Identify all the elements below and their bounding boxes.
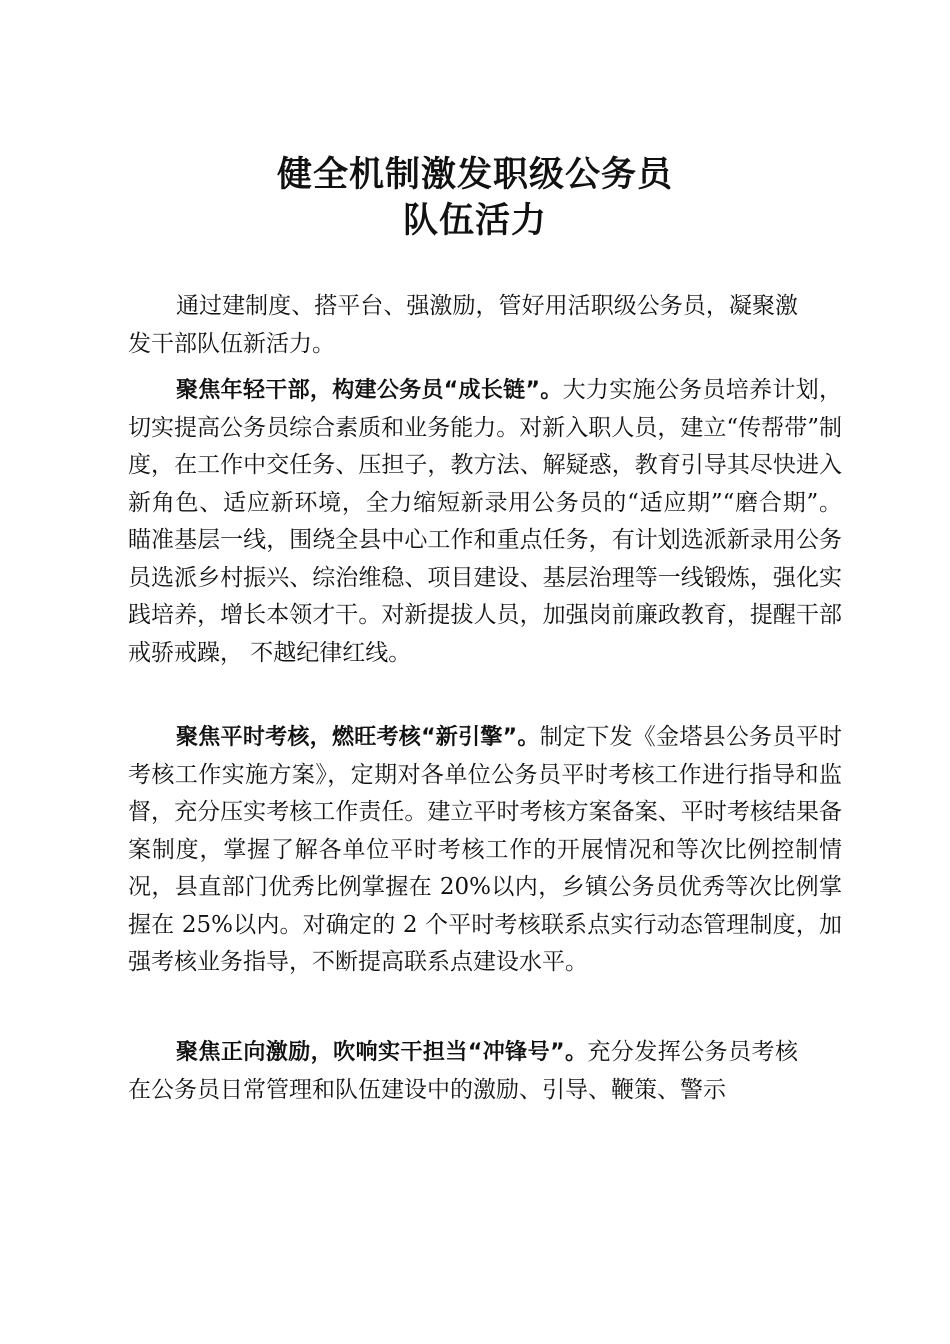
section-paragraph-incentive — [128, 1034, 798, 1109]
section-paragraph-assessment — [128, 719, 842, 982]
intro-paragraph-text: 通过建制度、搭平台、强激励，管好用活职级公务员，凝聚激发干部队伍新活力。 — [128, 293, 798, 357]
section-text-assessment: 制定下发《金塔县公务员平时考核工作实施方案》，定期对各单位公务员平时考核工作进行指导和监督，充分压实考核工作责任。建立平时考核方案备案、平时考核结果备案制度，掌握了解各单位平时考核工作的开展情况和等次比例控制情况，县直部门优秀比例掌握在 20%以内，乡镇公务员优秀等次比例掌握在 25%以内。对确定的 2 个平时考核联系点实行动态管理制度，加强考核业务指导，不断提高联系点建设水平。 — [128, 724, 842, 975]
section-heading-young-cadres: 聚焦年轻干部，构建公务员“成长链”。 — [176, 378, 563, 403]
intro-paragraph — [128, 288, 798, 363]
section-heading-assessment: 聚焦平时考核，燃旺考核“新引擎”。 — [176, 725, 540, 750]
section-text-young-cadres: 大力实施公务员培养计划，切实提高公务员综合素质和业务能力。对新入职人员，建立“传帮带”制度，在工作中交任务、压担子，教方法、解疑惑，教育引导其尽快进入新角色、适应新环境，全力缩短新录用公务员的“适应期”“磨合期”。瞄准基层一线，围绕全县中心工作和重点任务，有计划选派新录用公务员选派乡村振兴、综治维稳、项目建设、基层治理等一线锻炼，强化实践培养，增长本领才干。对新提拔人员，加强岗前廉政教育，提醒干部戒骄戒躁， 不越纪律红线。 — [128, 377, 843, 666]
section-text-incentive: 充分发挥公务员考核在公务员日常管理和队伍建设中的激励、引导、鞭策、警示 — [128, 1039, 799, 1103]
section-heading-incentive: 聚焦正向激励，吹响实干担当“冲锋号”。 — [176, 1040, 588, 1065]
section-paragraph-young-cadres — [128, 372, 842, 672]
document-title-line-2: 队伍活力 — [402, 200, 547, 241]
document-title-line-1: 健全机制激发职级公务员 — [276, 154, 673, 195]
